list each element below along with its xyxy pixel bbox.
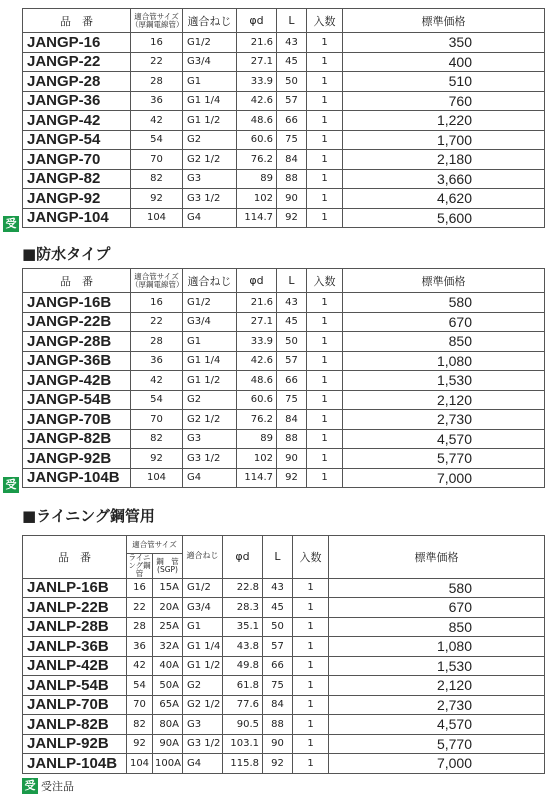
thread-size: G3 [183,429,237,449]
length-value: 45 [263,598,293,618]
standard-price: 2,120 [343,390,545,410]
quantity: 1 [293,598,329,618]
quantity: 1 [307,429,343,449]
thread-size: G4 [183,208,237,228]
phi-d-value: 48.6 [237,111,277,131]
quantity: 1 [293,695,329,715]
legend [22,778,74,794]
sgp-pipe-size: 50A [153,676,183,696]
lining-pipe-size: 92 [127,734,153,754]
quantity: 1 [307,371,343,391]
quantity: 1 [293,617,329,637]
phi-d-value: 49.8 [223,656,263,676]
length-value: 57 [277,91,307,111]
table-row [23,578,545,598]
phi-d-value: 61.8 [223,676,263,696]
pipe-size: 104 [131,468,183,488]
part-number: JANGP-92B [23,449,131,469]
length-value: 92 [277,468,307,488]
part-number: JANLP-54B [23,676,127,696]
length-value: 50 [277,332,307,352]
phi-d-value: 102 [237,189,277,209]
length-value: 88 [263,715,293,735]
pipe-size: 36 [131,91,183,111]
part-number: JANLP-22B [23,598,127,618]
phi-d-value: 90.5 [223,715,263,735]
thread-size: G4 [183,468,237,488]
thread-size: G3 [183,169,237,189]
thread-size: G1 1/2 [183,111,237,131]
table-row [23,130,545,150]
table-row [23,169,545,189]
col-part-no: 品 番 [23,9,131,33]
length-value: 88 [277,169,307,189]
length-value: 75 [263,676,293,696]
table-header-row [23,536,545,554]
phi-d-value: 22.8 [223,578,263,598]
quantity: 1 [307,468,343,488]
pipe-size: 54 [131,130,183,150]
part-number: JANGP-16B [23,293,131,313]
thread-size: G3/4 [183,598,223,618]
standard-price: 2,730 [329,695,545,715]
col-pipe-size-sub: （厚鋼電線管） [131,279,184,289]
pipe-size: 28 [131,72,183,92]
standard-price: 760 [343,91,545,111]
length-value: 92 [277,208,307,228]
phi-d-value: 21.6 [237,33,277,53]
standard-price: 3,660 [343,169,545,189]
standard-price-table [22,8,545,228]
quantity: 1 [307,169,343,189]
quantity: 1 [307,91,343,111]
standard-price: 7,000 [343,468,545,488]
col-length: L [263,536,293,579]
col-pipe-size-label: 適合管サイズ [134,11,179,21]
thread-size: G2 1/2 [183,410,237,430]
phi-d-value: 103.1 [223,734,263,754]
thread-size: G2 [183,390,237,410]
length-value: 45 [277,52,307,72]
phi-d-value: 33.9 [237,72,277,92]
table-row [23,695,545,715]
section-title-waterproof: ■防水タイプ [22,245,111,263]
col-price: 標準価格 [343,269,545,293]
col-pipe-size-sub: （厚鋼電線管） [131,19,184,29]
standard-price: 5,770 [329,734,545,754]
table-row [23,637,545,657]
col-qty: 入数 [293,536,329,579]
lining-pipe-size: 16 [127,578,153,598]
thread-size: G1 [183,332,237,352]
phi-d-value: 28.3 [223,598,263,618]
quantity: 1 [307,390,343,410]
part-number: JANGP-54B [23,390,131,410]
part-number: JANLP-92B [23,734,127,754]
standard-price: 4,570 [329,715,545,735]
thread-size: G2 1/2 [183,150,237,170]
table-row [23,617,545,637]
table-row [23,72,545,92]
table-row [23,332,545,352]
length-value: 45 [277,312,307,332]
length-value: 66 [277,371,307,391]
col-thread: 適合ねじ [183,9,237,33]
length-value: 88 [277,429,307,449]
table-row [23,734,545,754]
length-value: 84 [277,150,307,170]
part-number: JANGP-22 [23,52,131,72]
length-value: 50 [263,617,293,637]
table-row [23,189,545,209]
length-value: 90 [277,449,307,469]
quantity: 1 [293,637,329,657]
sgp-pipe-size: 40A [153,656,183,676]
col-phi-d: φd [237,269,277,293]
sgp-pipe-size: 65A [153,695,183,715]
quantity: 1 [293,578,329,598]
col-lining: ライニング鋼 管 [128,553,159,578]
length-value: 66 [263,656,293,676]
thread-size: G1 1/4 [183,351,237,371]
part-number: JANGP-70 [23,150,131,170]
standard-price: 510 [343,72,545,92]
phi-d-value: 33.9 [237,332,277,352]
thread-size: G1 1/2 [183,656,223,676]
pipe-size: 36 [131,351,183,371]
standard-price: 5,600 [343,208,545,228]
thread-size: G1 [183,72,237,92]
thread-size: G2 [183,676,223,696]
thread-size: G1/2 [183,578,223,598]
standard-price: 580 [343,293,545,313]
legend-label: 受注品 [41,780,74,793]
standard-price: 1,220 [343,111,545,131]
order-item-badge: 受 [3,477,19,493]
standard-price: 1,080 [343,351,545,371]
table-header-row [23,269,545,293]
thread-size: G1 1/2 [183,371,237,391]
length-value: 90 [277,189,307,209]
phi-d-value: 114.7 [237,208,277,228]
length-value: 57 [277,351,307,371]
length-value: 43 [277,293,307,313]
col-thread: 適合ねじ [183,536,223,579]
phi-d-value: 35.1 [223,617,263,637]
col-price: 標準価格 [329,536,545,579]
phi-d-value: 27.1 [237,312,277,332]
part-number: JANGP-42B [23,371,131,391]
phi-d-value: 21.6 [237,293,277,313]
pipe-size: 70 [131,150,183,170]
table-row [23,293,545,313]
part-number: JANGP-92 [23,189,131,209]
col-pipe-size: 適合管サイズ [127,536,183,554]
pipe-size: 42 [131,111,183,131]
quantity: 1 [307,130,343,150]
part-number: JANGP-82 [23,169,131,189]
part-number: JANLP-42B [23,656,127,676]
length-value: 84 [277,410,307,430]
pipe-size: 82 [131,169,183,189]
thread-size: G3/4 [183,312,237,332]
phi-d-value: 76.2 [237,410,277,430]
part-number: JANGP-36B [23,351,131,371]
thread-size: G3 1/2 [183,449,237,469]
table-row [23,390,545,410]
quantity: 1 [307,332,343,352]
quantity: 1 [307,410,343,430]
table-body [23,33,545,228]
col-length: L [277,269,307,293]
part-number: JANLP-36B [23,637,127,657]
standard-price: 1,530 [329,656,545,676]
table-row [23,656,545,676]
length-value: 66 [277,111,307,131]
col-part-no: 品 番 [23,536,127,579]
pipe-size: 22 [131,52,183,72]
col-length: L [277,9,307,33]
pipe-size: 92 [131,449,183,469]
col-phi-d: φd [237,9,277,33]
part-number: JANGP-16 [23,33,131,53]
standard-price: 1,080 [329,637,545,657]
part-number: JANGP-36 [23,91,131,111]
quantity: 1 [307,52,343,72]
lining-pipe-size: 36 [127,637,153,657]
thread-size: G4 [183,754,223,774]
phi-d-value: 76.2 [237,150,277,170]
quantity: 1 [307,293,343,313]
pipe-size: 16 [131,293,183,313]
sgp-pipe-size: 100A [153,754,183,774]
sgp-pipe-size: 80A [153,715,183,735]
col-sgp: 鋼 管(SGP) [153,554,183,579]
pipe-size: 42 [131,371,183,391]
phi-d-value: 77.6 [223,695,263,715]
length-value: 90 [263,734,293,754]
part-number: JANGP-54 [23,130,131,150]
phi-d-value: 60.6 [237,390,277,410]
standard-price: 4,620 [343,189,545,209]
length-value: 50 [277,72,307,92]
part-number: JANGP-42 [23,111,131,131]
standard-price: 670 [343,312,545,332]
order-item-badge: 受 [22,778,38,794]
col-part-no: 品 番 [23,269,131,293]
lining-pipe-size: 70 [127,695,153,715]
part-number: JANGP-82B [23,429,131,449]
phi-d-value: 114.7 [237,468,277,488]
thread-size: G2 1/2 [183,695,223,715]
sgp-pipe-size: 15A [153,578,183,598]
thread-size: G1/2 [183,293,237,313]
lining-pipe-price-table [22,535,545,774]
quantity: 1 [293,656,329,676]
col-qty: 入数 [307,9,343,33]
part-number: JANLP-16B [23,578,127,598]
quantity: 1 [307,72,343,92]
standard-price: 2,120 [329,676,545,696]
quantity: 1 [307,312,343,332]
table-body [23,293,545,488]
pipe-size: 22 [131,312,183,332]
quantity: 1 [307,111,343,131]
quantity: 1 [307,208,343,228]
standard-price: 7,000 [329,754,545,774]
thread-size: G1/2 [183,33,237,53]
standard-price: 850 [343,332,545,352]
part-number: JANLP-70B [23,695,127,715]
table-row [23,429,545,449]
length-value: 92 [263,754,293,774]
col-pipe-size [131,269,183,293]
phi-d-value: 60.6 [237,130,277,150]
phi-d-value: 89 [237,429,277,449]
standard-price: 2,180 [343,150,545,170]
standard-price: 2,730 [343,410,545,430]
table-row [23,468,545,488]
order-item-badge: 受 [3,216,19,232]
standard-price: 580 [329,578,545,598]
part-number: JANGP-104B [23,468,131,488]
table-body [23,578,545,773]
phi-d-value: 42.6 [237,91,277,111]
lining-pipe-size: 28 [127,617,153,637]
col-price: 標準価格 [343,9,545,33]
length-value: 57 [263,637,293,657]
length-value: 75 [277,130,307,150]
sgp-pipe-size: 90A [153,734,183,754]
table-row [23,150,545,170]
thread-size: G3 [183,715,223,735]
quantity: 1 [307,150,343,170]
part-number: JANGP-70B [23,410,131,430]
lining-pipe-size: 82 [127,715,153,735]
table-row [23,91,545,111]
thread-size: G3 1/2 [183,189,237,209]
part-number: JANLP-82B [23,715,127,735]
pipe-size: 54 [131,390,183,410]
pipe-size: 70 [131,410,183,430]
pipe-size: 104 [131,208,183,228]
section-title-lining-pipe: ■ライニング鋼管用 [22,507,155,525]
table-row [23,351,545,371]
table-row [23,52,545,72]
phi-d-value: 89 [237,169,277,189]
thread-size: G3/4 [183,52,237,72]
quantity: 1 [307,189,343,209]
standard-price: 1,700 [343,130,545,150]
table-row [23,33,545,53]
table-row [23,371,545,391]
col-pipe-size [131,9,183,33]
sgp-pipe-size: 25A [153,617,183,637]
table-row [23,312,545,332]
phi-d-value: 42.6 [237,351,277,371]
sgp-pipe-size: 20A [153,598,183,618]
pipe-size: 92 [131,189,183,209]
phi-d-value: 27.1 [237,52,277,72]
table-row [23,208,545,228]
phi-d-value: 43.8 [223,637,263,657]
table-row [23,715,545,735]
lining-pipe-size: 54 [127,676,153,696]
part-number: JANGP-22B [23,312,131,332]
table-header-row [23,9,545,33]
length-value: 84 [263,695,293,715]
standard-price: 350 [343,33,545,53]
part-number: JANLP-104B [23,754,127,774]
table-row [23,410,545,430]
length-value: 43 [263,578,293,598]
part-number: JANLP-28B [23,617,127,637]
pipe-size: 28 [131,332,183,352]
part-number: JANGP-28 [23,72,131,92]
length-value: 75 [277,390,307,410]
thread-size: G2 [183,130,237,150]
table-row [23,449,545,469]
lining-pipe-size: 22 [127,598,153,618]
waterproof-price-table [22,268,545,488]
thread-size: G1 [183,617,223,637]
standard-price: 4,570 [343,429,545,449]
table-row [23,754,545,774]
phi-d-value: 48.6 [237,371,277,391]
lining-pipe-size: 104 [127,754,153,774]
quantity: 1 [293,734,329,754]
thread-size: G1 1/4 [183,637,223,657]
phi-d-value: 115.8 [223,754,263,774]
pipe-size: 82 [131,429,183,449]
thread-size: G1 1/4 [183,91,237,111]
standard-price: 400 [343,52,545,72]
table-row [23,676,545,696]
standard-price: 1,530 [343,371,545,391]
phi-d-value: 102 [237,449,277,469]
quantity: 1 [293,676,329,696]
col-pipe-size-label: 適合管サイズ [134,271,179,281]
standard-price: 670 [329,598,545,618]
part-number: JANGP-104 [23,208,131,228]
part-number: JANGP-28B [23,332,131,352]
col-thread: 適合ねじ [183,269,237,293]
table-row [23,598,545,618]
length-value: 43 [277,33,307,53]
sgp-pipe-size: 32A [153,637,183,657]
quantity: 1 [307,33,343,53]
standard-price: 5,770 [343,449,545,469]
quantity: 1 [307,351,343,371]
quantity: 1 [307,449,343,469]
lining-pipe-size: 42 [127,656,153,676]
pipe-size: 16 [131,33,183,53]
quantity: 1 [293,715,329,735]
col-qty: 入数 [307,269,343,293]
table-row [23,111,545,131]
standard-price: 850 [329,617,545,637]
thread-size: G3 1/2 [183,734,223,754]
col-phi-d: φd [223,536,263,579]
quantity: 1 [293,754,329,774]
